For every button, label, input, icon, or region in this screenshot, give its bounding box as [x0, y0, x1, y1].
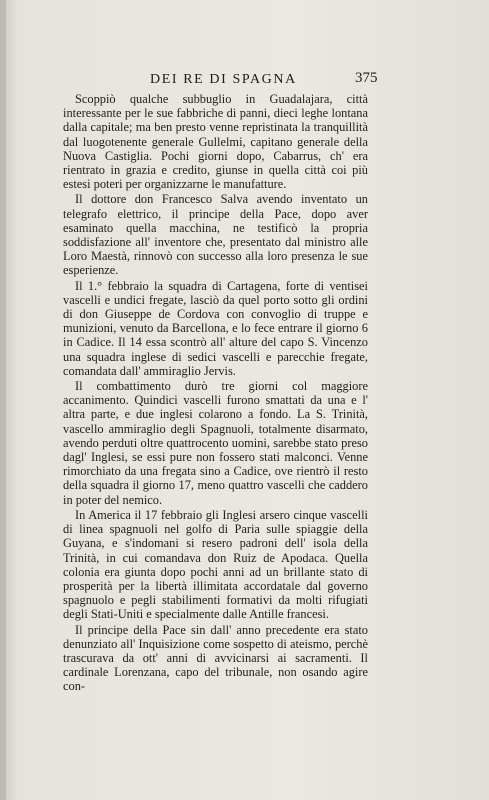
page-gutter: [0, 0, 6, 800]
paragraph: Scoppiò qualche subbuglio in Guadalajara, città interessante per le sue fabbriche di panni, dieci leghe lontana dalla capitale; ma ben presto venne repristinata la tranquillità dal luogotenente generale Gullelmi, capitano generale della Nuova Castiglia. Pochi giorni dopo, Cabarrus, ch' era rientrato in grazia e credito, giunse in quella città coi più estesi poteri per organizzarne le manufatture.: [63, 92, 368, 192]
paragraph: Il principe della Pace sin dall' anno precedente era stato denunziato all' Inquisizione come sospetto di ateismo, perchè trascurava da ott' anni di avvicinarsi ai sacramenti. Il cardinale Lorenzana, capo del tribunale, non osando agire con-: [63, 622, 368, 694]
paragraph: Il 1.° febbraio la squadra di Cartagena, forte di ventisei vascelli e undici fregate, lasciò da quel porto sotto gli ordini di don Giuseppe de Cordova con convoglio di truppe e munizioni, venuto da Barcellona, e lo fece entrare il giorno 6 in Cadice. Il 14 essa scontrò all' alture del capo S. Vincenzo una squadra inglese di sedici vascelli e parecchie fregate, comandata dall' ammiraglio Jervis.: [63, 278, 368, 378]
page-header: [0, 72, 489, 92]
running-title: DEI RE DI SPAGNA: [150, 72, 297, 87]
paragraph: In America il 17 febbraio gli Inglesi arsero cinque vascelli di linea spagnuoli nel golfo di Paria sulle spiaggie della Guyana, e s'indomani si resero padroni dell' isola della Trinità, in cui comandava don Ruiz de Apodaca. Quella colonia era giunta dopo pochi anni ad un brillante stato di prosperità per la libertà illimitata accordatale dal governo spagnuolo e pegli stabilimenti formativi da molti rifugiati degli Stati-Uniti e specialmente dalle Antille francesi.: [63, 507, 368, 622]
body-text: [63, 92, 368, 694]
page-number: 375: [355, 70, 378, 86]
paragraph: Il dottore don Francesco Salva avendo inventato un telegrafo elettrico, il principe della Pace, dopo aver esaminato quella macchina, ne testificò la propria soddisfazione all' inventore che, presentato dal ministro alle Loro Maestà, rinnovò con successo alla loro presenza le sue esperienze.: [63, 192, 368, 278]
paragraph: Il combattimento durò tre giorni col maggiore accanimento. Quindici vascelli furono smattati da una e l' altra parte, e due inglesi colarono a fondo. La S. Trinità, vascello ammiraglio degli Spagnuoli, totalmente disarmato, avendo perduti oltre quattrocento uomini, sarebbe stato preso dagl' Inglesi, se essi pure non fossero stati malconci. Venne rimorchiato da una fregata sino a Cadice, ove rientrò il resto della squadra il giorno 17, meno quattro vascelli che caddero in poter del nemico.: [63, 379, 368, 507]
